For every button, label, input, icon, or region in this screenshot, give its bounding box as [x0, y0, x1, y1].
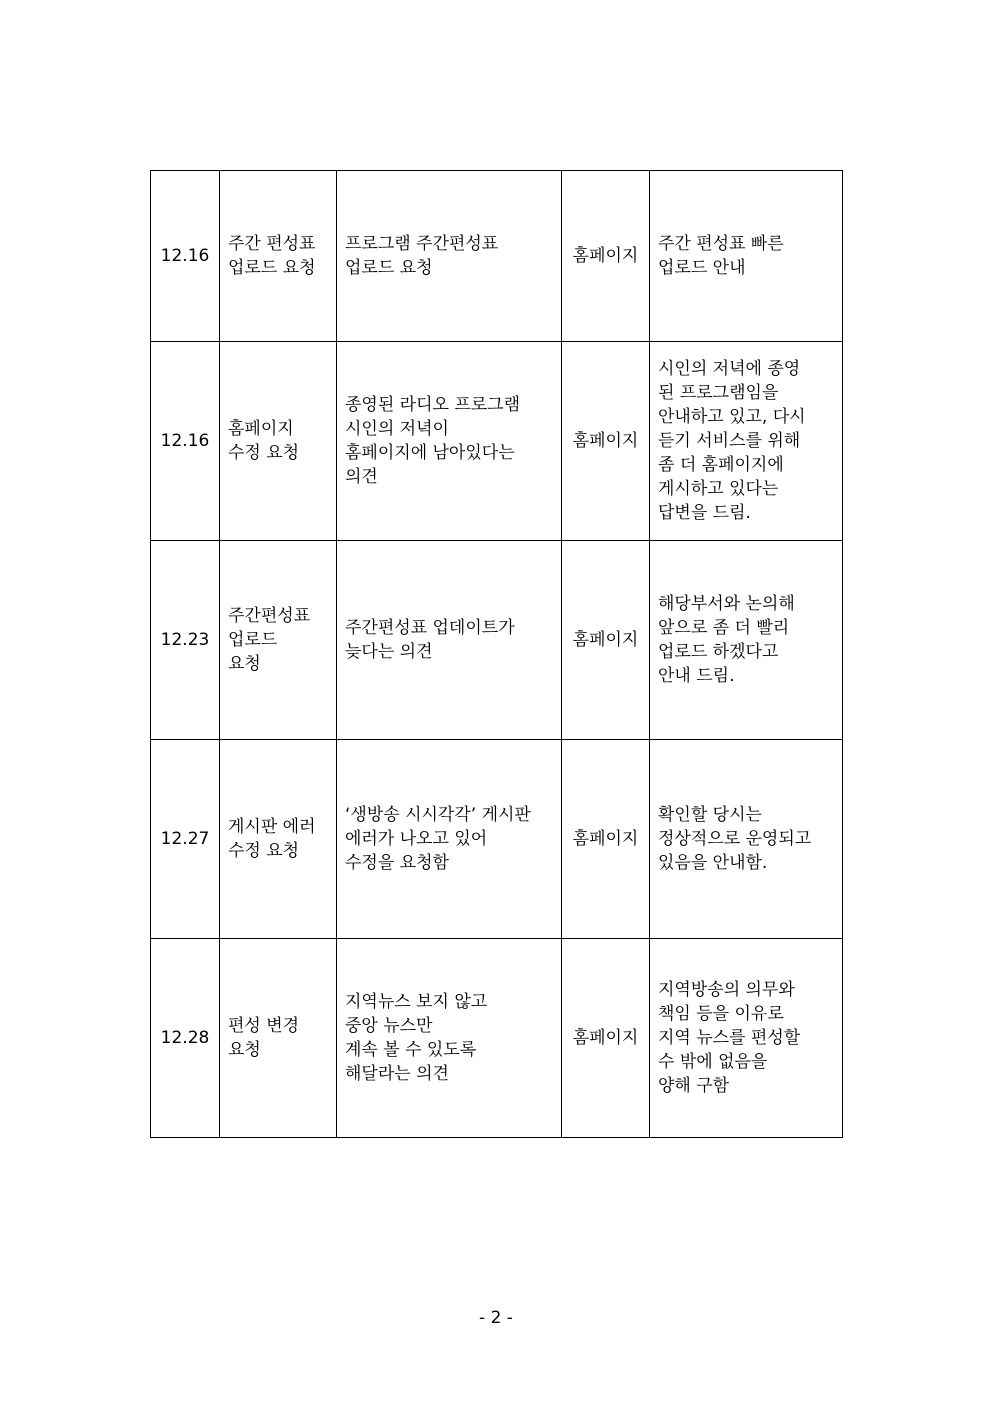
content-cell: 종영된 라디오 프로그램 시인의 저녁이 홈페이지에 남아있다는 의견: [337, 342, 562, 541]
response-cell: 주간 편성표 빠른 업로드 안내: [650, 171, 843, 342]
channel-cell: 홈페이지: [562, 171, 650, 342]
content-cell: 주간편성표 업데이트가 늦다는 의견: [337, 541, 562, 740]
table-row: [151, 342, 843, 541]
page-number: - 2 -: [479, 1308, 513, 1328]
response-cell: 시인의 저녁에 종영 된 프로그램임을 안내하고 있고, 다시 듣기 서비스를 위해 좀 더 홈페이지에 게시하고 있다는 답변을 드림.: [650, 342, 843, 541]
table-row: [151, 740, 843, 939]
channel-cell: 홈페이지: [562, 939, 650, 1138]
date-cell: 12.27: [151, 740, 220, 939]
category-cell: 홈페이지 수정 요청: [220, 342, 337, 541]
category-cell: 게시판 에러 수정 요청: [220, 740, 337, 939]
content-cell: 프로그램 주간편성표 업로드 요청: [337, 171, 562, 342]
channel-cell: 홈페이지: [562, 541, 650, 740]
date-cell: 12.16: [151, 171, 220, 342]
table-row: [151, 541, 843, 740]
category-cell: 주간 편성표 업로드 요청: [220, 171, 337, 342]
date-cell: 12.28: [151, 939, 220, 1138]
table-row: [151, 171, 843, 342]
date-cell: 12.16: [151, 342, 220, 541]
complaint-log-table: [150, 170, 843, 1138]
content-cell: 지역뉴스 보지 않고 중앙 뉴스만 계속 볼 수 있도록 해달라는 의견: [337, 939, 562, 1138]
response-cell: 해당부서와 논의해 앞으로 좀 더 빨리 업로드 하겠다고 안내 드림.: [650, 541, 843, 740]
category-cell: 주간편성표 업로드 요청: [220, 541, 337, 740]
response-cell: 확인할 당시는 정상적으로 운영되고 있음을 안내함.: [650, 740, 843, 939]
response-cell: 지역방송의 의무와 책임 등을 이유로 지역 뉴스를 편성할 수 밖에 없음을 양해 구함: [650, 939, 843, 1138]
channel-cell: 홈페이지: [562, 740, 650, 939]
table-row: [151, 939, 843, 1138]
content-cell: ‘생방송 시시각각’ 게시판 에러가 나오고 있어 수정을 요청함: [337, 740, 562, 939]
category-cell: 편성 변경 요청: [220, 939, 337, 1138]
date-cell: 12.23: [151, 541, 220, 740]
channel-cell: 홈페이지: [562, 342, 650, 541]
